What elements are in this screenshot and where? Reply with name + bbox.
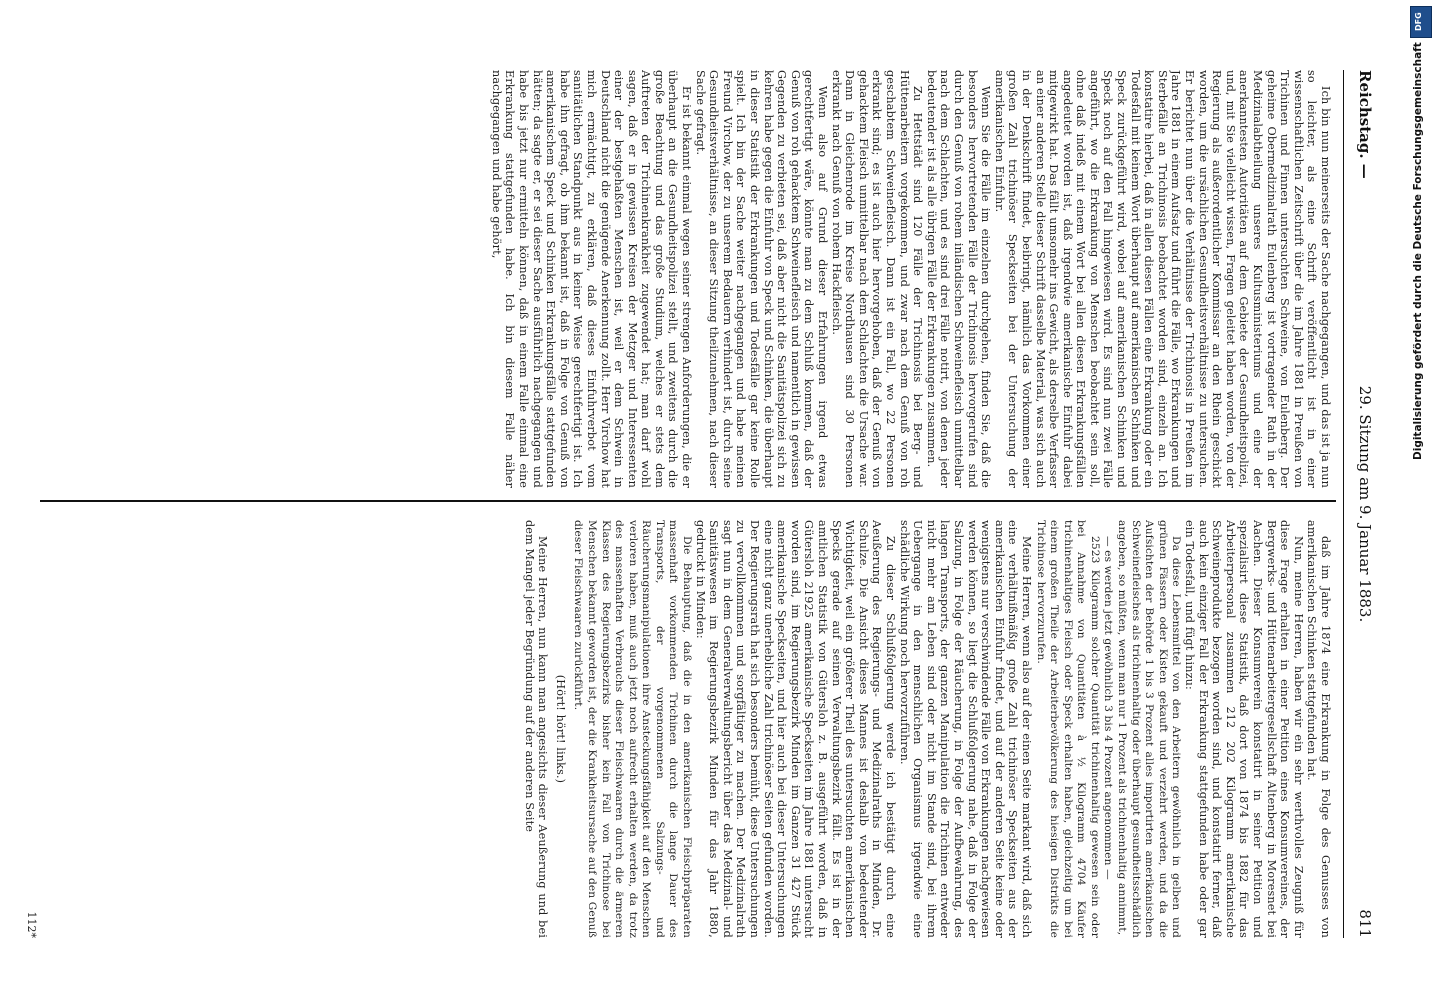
- dfg-watermark: [1408, 0, 1432, 1000]
- header-page-number: 811: [1356, 909, 1374, 938]
- header-publication: Reichstag. —: [1356, 70, 1374, 179]
- right-paragraph: Nun, meine Herren, haben wir ein sehr werthvolles Zeugniß für diese Frage erhalten in einer Petition eines Konsumvereines, der Bergwerks- und Hüttenarbeitergesellschaft Altenberg in Moresnet bei Aachen. Dieser Konsumverein konstatirt in seiner Petition und spezialisirt diese Statistik, daß dort von 1874 bis 1882 für das Arbeiterpersonal zusammen 212 202 Kilogramm amerikanische Schweineprodukte bezogen worden sind, und konstatirt ferner, daß auch kein einziger Fall der Erkrankung stattgefunden habe oder gar ein Todesfall, und fügt hinzu:: [1183, 520, 1305, 938]
- left-paragraph: Wenn also auf Grund dieser Erfahrungen irgend etwas gerechtfertigt wäre, könnte man zu dem Schluß kommen, daß der Genuß von roh gehacktem Schweinefleisch und namentlich in gewissen Gegenden zu verbieten sei, daß aber nicht die Sanitätspolizei sich zu kehren habe gegen die Einfuhr von Speck und Schinken, die überhaupt in dieser Statistik der Erkrankungen und Todesfälle gar keine Rolle spielt. Ich bin der Sache weiter nachgegangen und habe meinen Freund Virchow, der zu unserem Bedauern verhindert ist, durch seine Gesundheitsverhältnisse, an dieser Sitzung theilzunehmen, nach dieser Sache gefragt.: [693, 70, 830, 488]
- right-text-column: [42, 520, 1332, 938]
- left-text-column: [42, 70, 1332, 488]
- quoted-passage: Die Behauptung, daß die in den amerikanischen Fleischpräparaten massenhaft vorkommenden Trichinen durch die lange Dauer des Transports, der vorgenommenen Salzungs- und Räucherungsmanipulationen ihre Ansteckungsfähigkeit auf den Menschen verloren haben, muß auch jetzt noch aufrecht erhalten werden, da trotz des massenhaften Verbrauchs dieser Fleischwaaren durch die ärmeren Klassen des Regierungsbezirks bisher kein Fall von Trichinose bei Menschen bekannt geworden ist, der die Krankheitsursache auf den Genuß dieser Fleischwaaren zurückführt.: [572, 520, 694, 938]
- right-paragraph: Zu dieser Schlußfolgerung werde ich bestätigt durch eine Aeußerung des Regierungs- und Medizinalraths in Minden, Dr. Schulze. Die Ansicht dieses Mannes ist deshalb von bedeutender Wichtigkeit, weil ein größerer Theil des untersuchten amerikanischen Specks gerade auf seinen Verwaltungsbezirk fällt. Es ist in der amtlichen Statistik von Gütersloh z. B. ausgeführt worden, daß in Gütersloh 21925 amerikanische Speckseiten im Jahre 1881 untersucht worden sind, im Regierungsbezirk Minden im Ganzen 31 427 Stück amerikanische Speckseiten, und hier auch bei dieser Untersuchungen eine nicht ganz unerhebliche Zahl trichinöser Seiten gefunden worden. Der Regierungsrath hat sich besonders bemüht, diese Untersuchungen zu vervollkommnen und sorgfältiger zu machen. Der Medizinalrath sagt nun in dem Generalverwaltungsbericht über das Medizinal- und Sanitätswesen im Regierungsbezirk Minden für das Jahr 1880, gedruckt in Minden:: [693, 520, 897, 938]
- right-paragraph: Meine Herren, wenn also auf der einen Seite markant wird, daß sich eine verhältnißmäßig große Zahl trichinöser Speckseiten aus der amerikanischen Einfuhr findet, und auf der anderen Seite keine oder wenigstens nur verschwindende Fälle von Erkrankungen nachgewiesen werden können, so liegt die Schlußfolgerung nahe, daß in Folge der Salzung, in Folge der Räucherung, in Folge der Aufbewahrung, des langen Transports, der ganzen Manipulation die Trichinen entweder nicht mehr am Leben sind oder nicht im Stande sind, bei ihrem Uebergange in den menschlichen Organismus irgendwie eine schädliche Wirkung noch hervorzuführen.: [897, 520, 1033, 938]
- left-paragraph: Wenn Sie die Fälle im einzelnen durchgehen, finden Sie, daß die besonders hervortretenden Fälle der Trichinosis hervorgerufen sind durch den Genuß von rohem inländischen Schweinefleisch unmittelbar nach dem Schlachten, und es sind drei Fälle notirt, von denen jeder bedeutender ist als alle übrigen Fälle der Erkrankungen zusammen.: [924, 70, 993, 488]
- header-session-date: 29. Sitzung am 9. Januar 1883.: [1356, 385, 1374, 623]
- dfg-funding-notice: Digitalisierung gefördert durch die Deutsche Forschungsgemeinschaft: [1412, 42, 1424, 460]
- quoted-passage: — es werden jetzt gewöhnlich 3 bis 4 Prozent angenommen —: [1102, 536, 1115, 880]
- left-paragraph: Zu Hettstädt sind 120 Fälle der Trichinosis bei Berg- und Hüttenarbeitern vorgekommen, und zwar nach dem Genuß von roh geschabtem Schweinefleisch. Dann ist ein Fall, wo 22 Personen erkrankt sind; es ist auch hier hervorgehoben, daß der Genuß von gehacktem Fleisch unmittelbar nach dem Schlachten die Ursache war. Dann in Gleichenrode im Kreise Nordhausen sind 30 Personen erkrankt nach Genuß von rohem Hackfleisch.: [829, 70, 925, 488]
- dfg-logo: [1410, 6, 1432, 38]
- left-paragraph: Ich bin nun meinerseits der Sache nachgegangen, und das ist ja nun so leichter, als eine Schrift veröffentlicht ist in einer wissenschaftlichen Zeitschrift über die im Jahre 1881 in Preußen von Trichinen und Finnen untersuchten Schweine, von Eulenberg. Der geheime Obermedizinalrath Eulenberg ist vortragender Rath in der Medizinalabtheilung unseres Kultusministeriums und eine der anerkanntesten Autoritäten auf dem Gebiete der Gesundheitspolizei, und, mit Sie vielleicht wissen, Fragen geleitet haben worden, von der Regierung als außerordentlicher Kommissar an den Rhein geschickt worden, um die ursächlichen Gesundheitsverhältnisse zu untersuchen. Er berichtet nun über die Verhältnisse der Trichinosis in Preußen im Jahre 1881 in einem Aufsatz und führt die Fälle, wo Erkrankungen und Sterbefälle an Trichinosis beobachtet worden sind, einzeln an. Ich konstatire hierbei, daß in allen diesen Fällen eine Erkrankung oder ein Todesfall mit keinem Wort überhaupt auf amerikanischen Schinken und Speck zurückgeführt wird, wobei auf amerikanischen Schinken und Speck noch auf den Fall hingewiesen wird. Es sind nun zwei Fälle angeführt, wo die Erkrankung von Menschen beobachtet sein soll, ohne daß indeß mit einem Wort bei allen diesen Erkrankungsfällen angedeutet worden ist, daß irgendwie amerikanische Einfuhr dabei mitgewirkt hat. Das fällt umsomehr ins Gewicht, als derselbe Verfasser an einer anderen Stelle dieser Schrift dasselbe Material, was sich auch in der Denkschrift findet, beibringt, nämlich das Vorkommen einer großen Zahl trichinöser Speckseiten bei der Untersuchung der amerikanischen Einfuhr.: [992, 70, 1332, 488]
- interjection: (Hört! hört! links.): [553, 674, 567, 784]
- column-divider: [40, 500, 1336, 502]
- quoted-passage: 2523 Kilogramm solcher Quantität trichinenhaltig gewesen sein oder bei Annahme von Quantitäten à ½ Kilogramm 4704 Käufer trichinenhaltiges Fleisch oder Speck erhalten haben, gleichzeitig um bei einem großen Theile der Arbeiterbevölkerung des hiesigen Distrikts die Trichinose hervorzurufen.: [1034, 520, 1101, 938]
- right-paragraph: daß im Jahre 1874 eine Erkrankung in Folge des Genusses von amerikanischen Schinken stattgefunden hat.: [1305, 520, 1332, 938]
- printer-signature: 112*: [25, 911, 38, 938]
- right-paragraph: Meine Herren, nun kann man angesichts dieser Aeußerung und bei dem Mangel jeder Begründung auf der anderen Seite: [522, 520, 550, 938]
- dfg-logo-text: DFG: [1414, 12, 1423, 32]
- page-header: [1343, 70, 1380, 938]
- quoted-passage: Da diese Lebensmittel von den Arbeitern gewöhnlich in gelben und grünen Fässern oder Kisten gekauft und verzehrt werden, und da die Aufsichten der Behörde 1 bis 3 Prozent alles importirten amerikanischen Schweinefleisches als trichinenhaltig oder überhaupt gesundheitsschädlich angeben, so müßten, wenn man nur 1 Prozent als trichinenhaltig annimmt,: [1116, 520, 1183, 938]
- left-paragraph: Er ist bekannt einmal wegen seiner strengen Anforderungen, die er überhaupt an die Gesundheitspolizei stellt, und zweitens durch die große Beachtung und das große Studium, welches er stets dem Auftreten der Trichinenkrankheit zugewendet hat; man darf wohl sagen, daß er in gewissen Kreisen der Metzger und Interessenten einer der bestgehaßten Menschen ist, weil er dem Schwein in Deutschland nicht die genügende Anerkennung zollt. Herr Virchow hat mich ermächtigt, zu erklären, daß dieses Einfuhrverbot vom sanitätlichen Standpunkt aus in keiner Weise gerechtfertigt ist. Ich habe ihn gefragt, ob ihm bekannt ist, daß in Folge von Genuß von amerikanischem Speck und Schinken Erkrankungsfälle stattgefunden hätten; da sagte er, er sei dieser Sache ausführlich nachgegangen und habe bis jetzt nur ermitteln können, daß in einem Falle einmal eine Erkrankung stattgefunden habe. Ich bin diesem Falle näher nachgegangen und habe gehört,: [489, 70, 694, 488]
